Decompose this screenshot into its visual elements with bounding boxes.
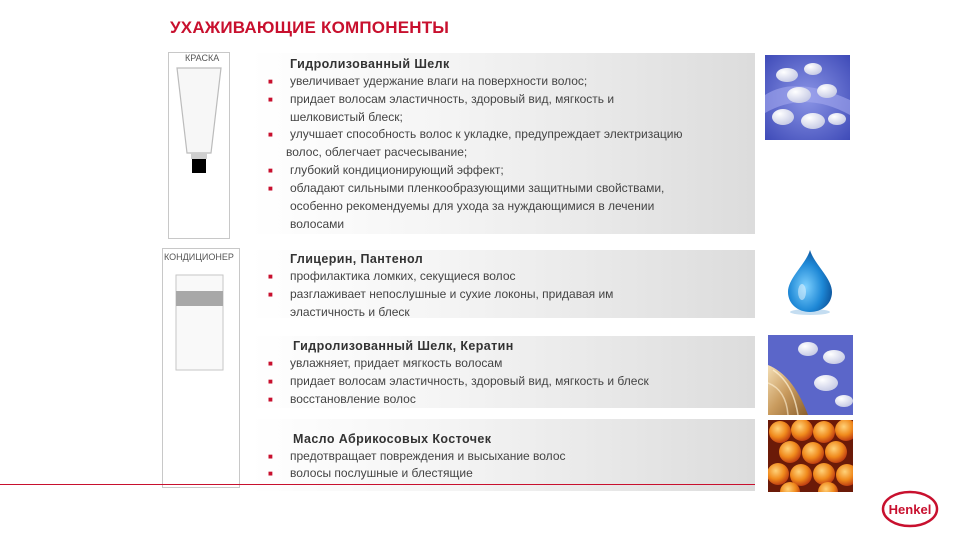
bullet-marker: ■	[268, 395, 273, 404]
bullet-text: увеличивает удержание влаги на поверхности волос;	[290, 74, 588, 88]
bullet-continuation: эластичность и блеск	[290, 305, 410, 319]
divider-line	[0, 484, 755, 485]
bullet-continuation: волос, облегчает расчесывание;	[286, 145, 468, 159]
bullet-marker: ■	[268, 469, 273, 478]
bullet-marker: ■	[268, 359, 273, 368]
section-heading: Глицерин, Пантенол	[290, 252, 424, 266]
kraska-tube-box	[168, 52, 230, 239]
bullet-continuation: шелковистый блеск;	[290, 110, 403, 124]
bullet-marker: ■	[268, 130, 273, 139]
bullet-text: улучшает способность волос к укладке, предупреждает электризацию	[290, 127, 683, 141]
bullet-text: разглаживает непослушные и сухие локоны, придавая им	[290, 287, 614, 301]
bullet-text: предотвращает повреждения и высыхание волос	[290, 449, 566, 463]
henkel-logo-text: Henkel	[888, 502, 932, 517]
bullet-marker: ■	[268, 184, 273, 193]
section-heading: Гидролизованный Шелк	[290, 57, 450, 71]
bullet-text: придает волосам эластичность, здоровый вид, мягкость и	[290, 92, 615, 106]
apricots-image	[768, 420, 853, 492]
bullet-text: волосы послушные и блестящие	[290, 466, 473, 480]
bullet-text: придает волосам эластичность, здоровый вид, мягкость и блеск	[290, 374, 649, 388]
henkel-logo	[881, 490, 939, 528]
bullet-marker: ■	[268, 95, 273, 104]
kraska-label: КРАСКА	[185, 53, 220, 63]
bullet-continuation: волосами	[290, 217, 345, 231]
bullet-marker: ■	[268, 272, 273, 281]
bullet-continuation: особенно рекомендуемы для ухода за нуждающимися в лечении	[290, 199, 655, 213]
water-drop-icon	[780, 248, 840, 316]
silk-cocoons-image	[765, 55, 850, 140]
bullet-marker: ■	[268, 166, 273, 175]
conditioner-box	[162, 248, 240, 488]
page-title: УХАЖИВАЮЩИЕ КОМПОНЕНТЫ	[170, 18, 450, 37]
conditioner-bottle-icon	[163, 249, 239, 487]
bullet-marker: ■	[268, 77, 273, 86]
conditioner-label: КОНДИЦИОНЕР	[164, 252, 234, 262]
section-heading: Гидролизованный Шелк, Кератин	[293, 339, 514, 353]
silk-hair-image	[768, 335, 853, 415]
bullet-marker: ■	[268, 377, 273, 386]
water-drop-image	[780, 248, 840, 316]
bullet-marker: ■	[268, 290, 273, 299]
bullet-marker: ■	[268, 452, 273, 461]
section-heading: Масло Абрикосовых Косточек	[293, 432, 492, 446]
bullet-text: глубокий кондиционирующий эффект;	[290, 163, 504, 177]
bullet-text: обладают сильными пленкообразующими защитными свойствами,	[290, 181, 665, 195]
bullet-text: восстановление волос	[290, 392, 416, 406]
bullet-text: увлажняет, придает мягкость волосам	[290, 356, 503, 370]
paint-tube-icon	[169, 53, 229, 238]
bullet-text: профилактика ломких, секущиеся волос	[290, 269, 516, 283]
